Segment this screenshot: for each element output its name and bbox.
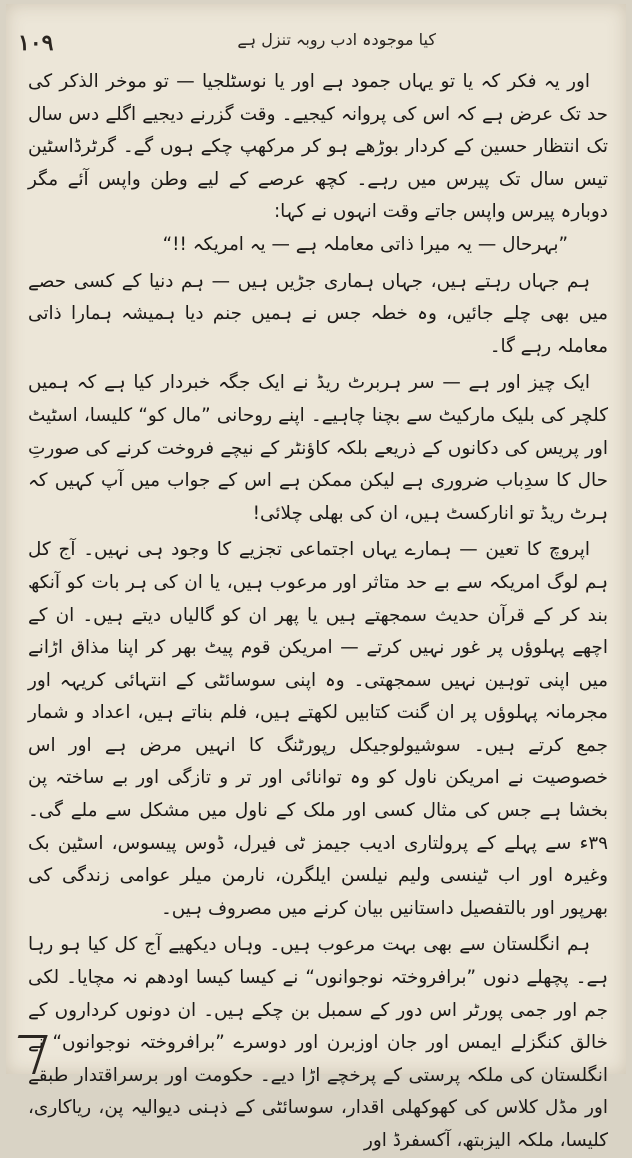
page-number: ۱۰۹ (18, 30, 54, 56)
paragraph: اور یہ فکر کہ یا تو یہاں جمود ہے اور یا نوسٹلجیا — تو موخر الذکر کی حد تک عرض ہے کہ اس کی پروانہ کیجیے۔ وقت گزرنے دیجیے اگلے دس سال تک انتظار حسین کے کردار بوڑھے ہو کر مرکھپ چکے ہوں گے۔ گرٹرڈاسٹین تیس سال تک پیرس میں رہے۔ کچھ عرصے کے لیے وطن واپس آئے مگر دوبارہ پیرس واپس جاتے وقت انہوں نے کہا: (28, 71, 608, 223)
paragraph: ہم انگلستان سے بھی بہت مرعوب ہیں۔ وہاں دیکھیے آج کل کیا ہو رہا ہے۔ پچھلے دنوں ”برافروختہ نوجوانوں“ نے کیسا کیسا اودھم نہ مچایا۔ لکی جم اور جمی پورٹر اس دور کے سمبل بن چکے ہیں۔ ان دونوں کرداروں کے خالق کنگزلے ایمس اور جان اوزبرن اور دوسرے ”برافروختہ نوجوانوں“ نے انگلستان کی ملکہ پرستی کے پرخچے اڑا دیے۔ حکومت اور برسراقتدار طبقے اور مڈل کلاس کی کھوکھلی اقدار، سوسائٹی کے ذہنی دیوالیہ پن، ریاکاری، کلیسا، ملکہ الیزبتھ، آکسفرڈ اور (28, 934, 608, 1151)
body-text (28, 66, 608, 1151)
book-page (6, 4, 626, 1151)
paragraph: ایک چیز اور ہے — سر ہربرٹ ریڈ نے ایک جگہ خبردار کیا ہے کہ ہمیں کلچر کی بلیک مارکیٹ سے بچنا چاہیے۔ اپنے روحانی ”مال کو“ کلیسا، اسٹیٹ اور پریس کی دکانوں کے ذریعے بلکہ کاؤنٹر کے نیچے فروخت کرنے کی صورتِ حال کا سدِباب ضروری ہے لیکن ممکن ہے اس کے جواب میں آپ کہیں کہ ہرٹ ریڈ تو انارکسٹ ہیں، ان کی بھلی چلائی! (28, 372, 608, 524)
page-header (6, 26, 626, 66)
paragraph: ہم جہاں رہتے ہیں، جہاں ہماری جڑیں ہیں — ہم دنیا کے کسی حصے میں بھی چلے جائیں، وہ خطہ جس نے ہمیں جنم دیا ہمیشہ ہمارا ذاتی معاملہ رہے گا۔ (28, 270, 608, 357)
running-title: کیا موجودہ ادب روبہ تنزل ہے (237, 30, 436, 49)
paragraph: اپروچ کا تعین — ہمارے یہاں اجتماعی تجزیے کا وجود ہی نہیں۔ آج کل ہم لوگ امریکہ سے بے حد متاثر اور مرعوب ہیں، یا ان کی ہر بات کو آنکھ بند کر کے قرآن حدیث سمجھتے ہیں یا پھر ان کو گالیاں دیتے ہیں۔ ان کے اچھے پہلوؤں پر غور نہیں کرتے — امریکن قوم پیٹ بھر کر اپنا مذاق اڑانے میں اپنی توہین نہیں سمجھتی۔ وہ اپنی سوسائٹی کے انتہائی کریہہ اور مجرمانہ پہلوؤں پر ان گنت کتابیں لکھتے ہیں، فلم بناتے ہیں، اعداد و شمار جمع کرتے ہیں۔ سوشیولوجیکل رپورٹنگ کا انہیں مرض ہے اور اس خصوصیت نے امریکن ناول کو وہ توانائی اور تر و تازگی اور بے ساختہ پن بخشا ہے جس کی مثال کسی اور ملک کے ناول میں مشکل سے ملے گی۔ ۳۹ء سے پہلے کے پرولتاری ادیب جیمز ٹی فیرل، ڈوس پیسوس، اسٹین بک وغیرہ اور اب ٹینسی ولیم نیلسن ایلگرن، نارمن میلر عوامی زندگی کی بھرپور اور بالتفصیل داستانیں بیان کرنے میں مصروف ہیں۔ (28, 539, 608, 919)
quotation: ”بہرحال — یہ میرا ذاتی معاملہ ہے — یہ امریکہ !!“ (162, 233, 568, 255)
